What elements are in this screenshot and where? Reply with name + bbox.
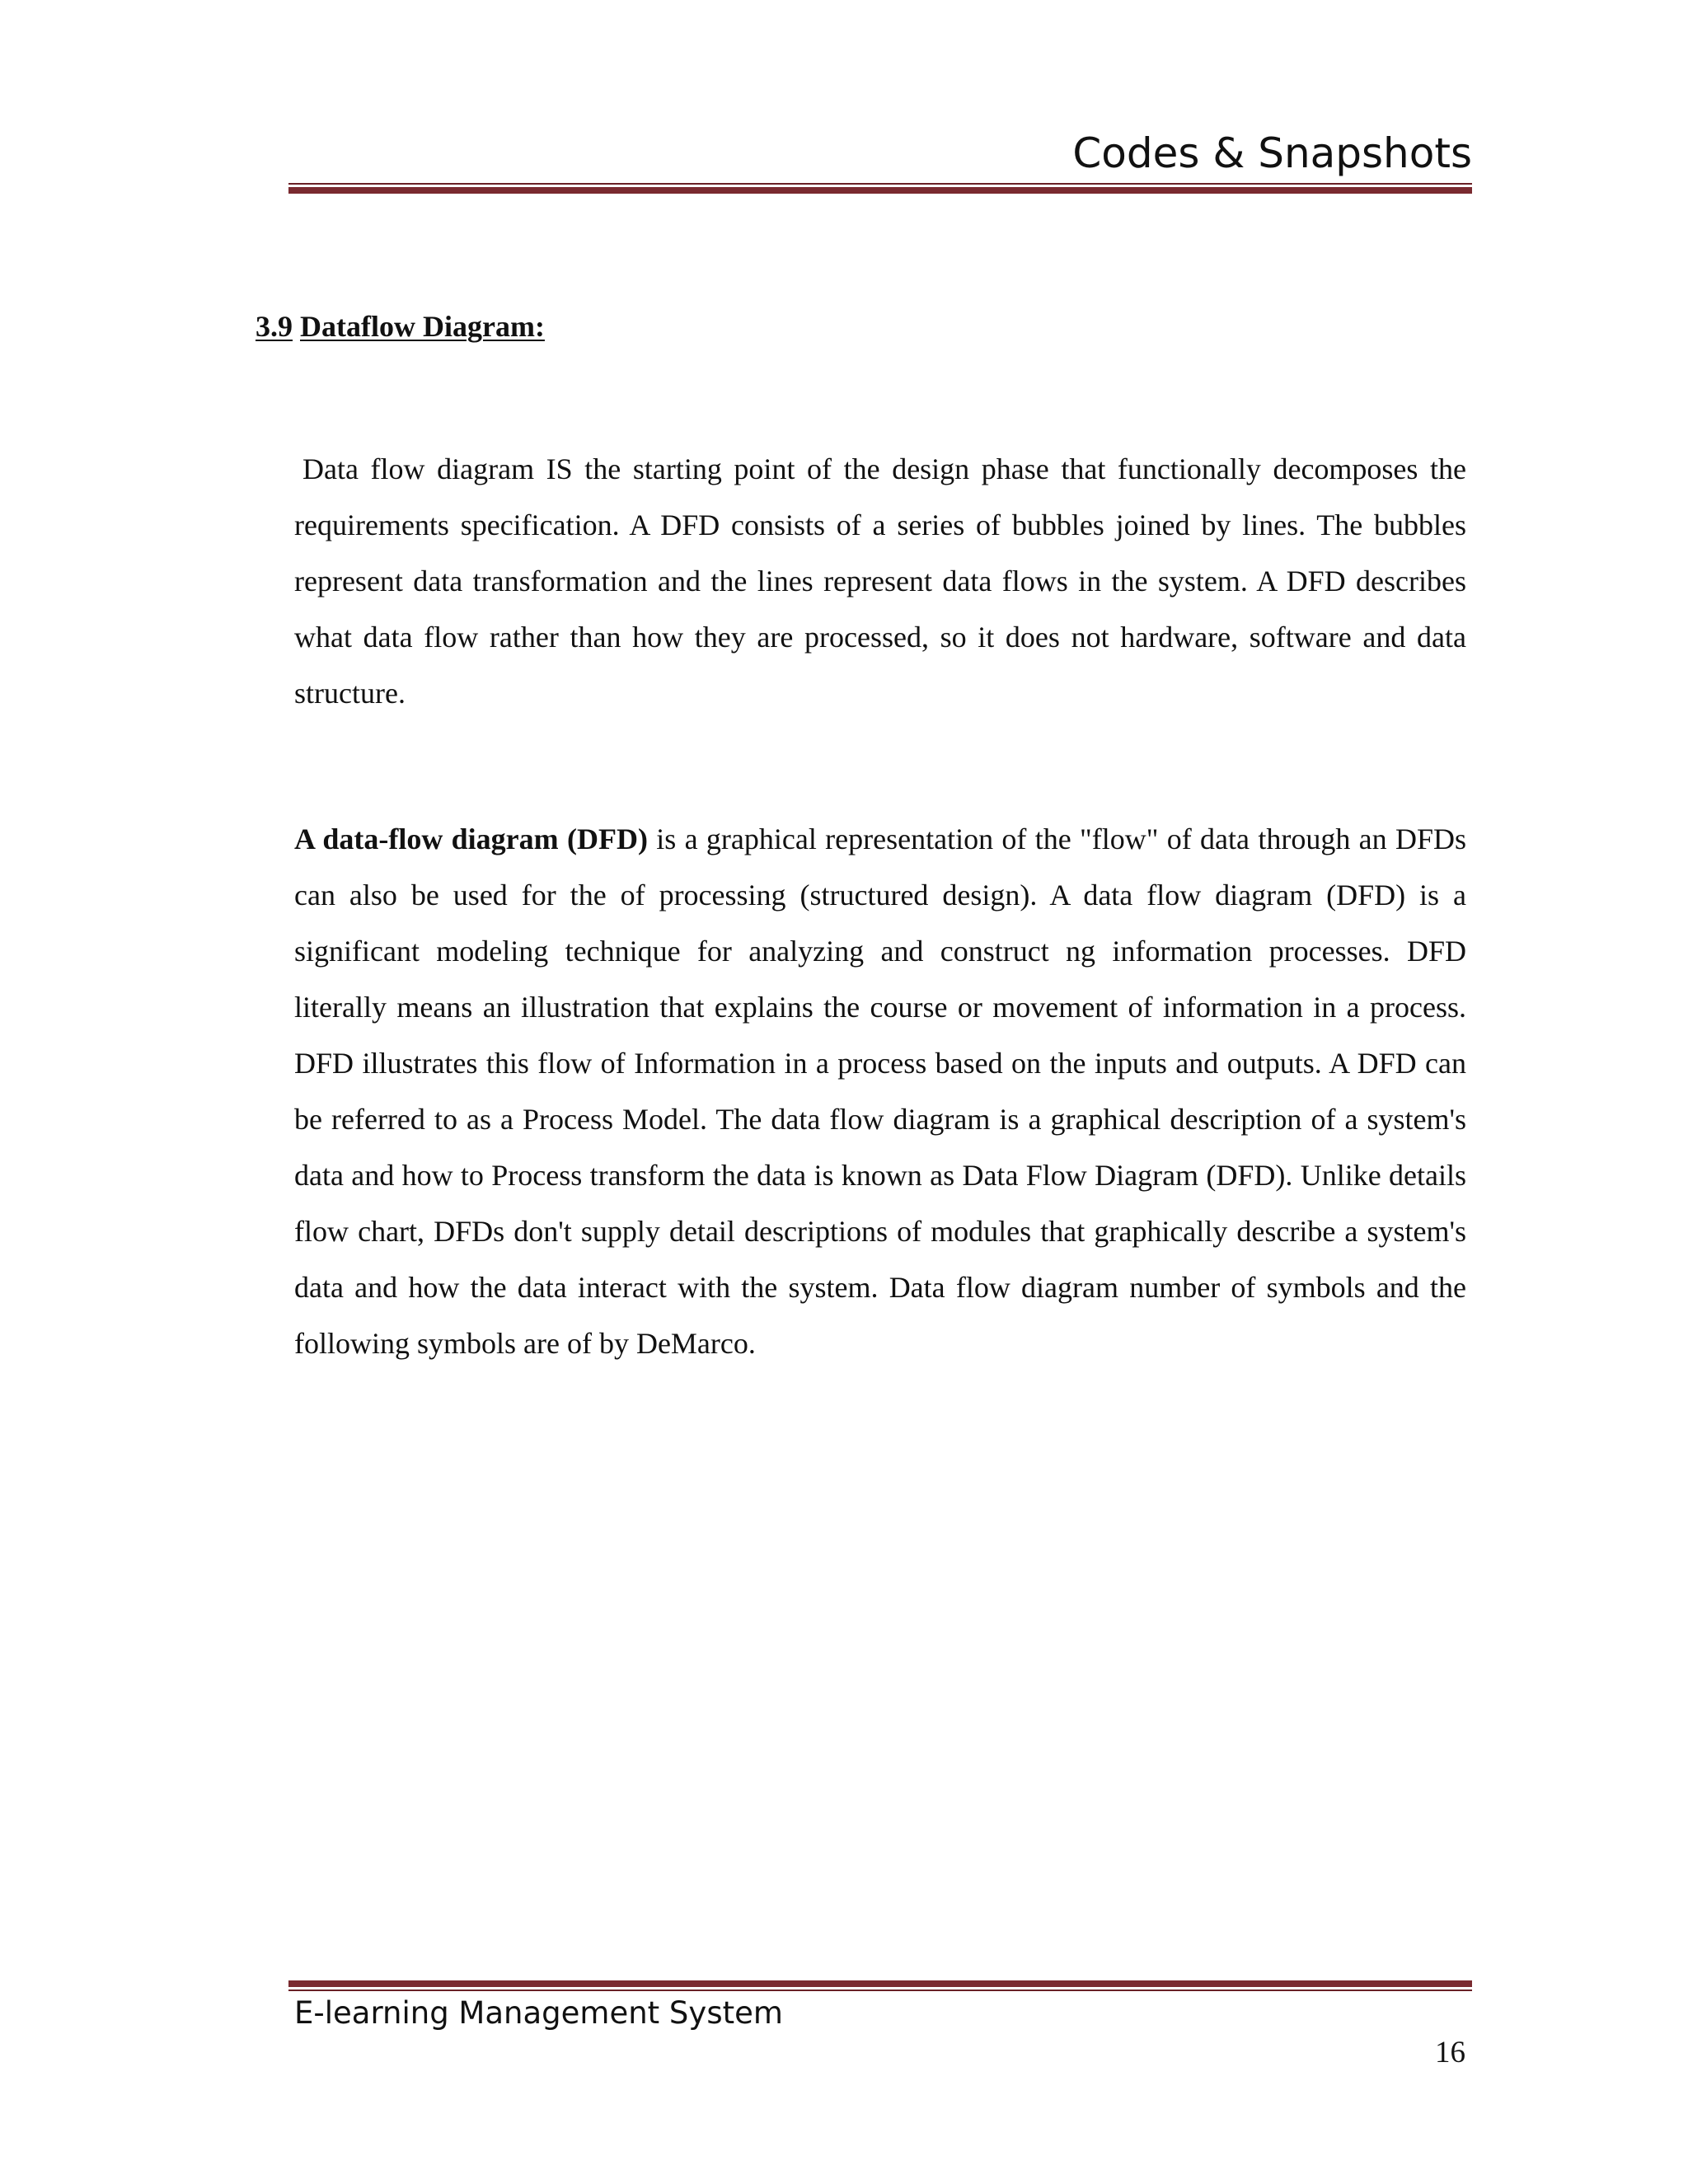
section-number: 3.9 [256,310,293,343]
definition-paragraph [294,811,1466,1371]
definition-text: is a graphical representation of the "flow" of data through an DFDs can also be used for the of processing (structured design). A data flow diagram (DFD) is a significant modeling technique for analyzing and construct ng information processes. DFD literally means an illustration that explains the course or movement of information in a process. DFD illustrates this flow of Information in a process based on the inputs and outputs. A DFD can be referred to as a Process Model. The data flow diagram is a graphical description of a system's data and how to Process transform the data is known as Data Flow Diagram (DFD). Unlike details flow chart, DFDs don't supply detail descriptions of modules that graphically describe a system's data and how the data interact with the system. Data flow diagram number of symbols and the following symbols are of by DeMarco. [294,823,1466,1360]
footer-system-name: E-learning Management System [294,1995,783,2031]
section-title: Dataflow Diagram: [300,310,545,343]
section-heading [256,307,545,346]
intro-paragraph-text: Data flow diagram IS the starting point of the design phase that functionally decomposes the requirements specification. A DFD consists of a series of bubbles joined by lines. The bubbles represent data transformation and the lines represent data flows in the system. A DFD describes what data flow rather than how they are processed, so it does not hardware, software and data structure. [294,452,1466,710]
page-number: 16 [1435,2036,1465,2069]
page-header-title: Codes & Snapshots [1072,129,1472,177]
header-divider [288,183,1472,194]
footer-divider-thick-line [288,1980,1472,1987]
header-divider-thick-line [288,187,1472,194]
intro-paragraph [294,441,1466,721]
footer-divider-thin-line [288,1990,1472,1991]
footer-divider [288,1980,1472,1991]
definition-term: A data-flow diagram (DFD) [294,823,648,855]
